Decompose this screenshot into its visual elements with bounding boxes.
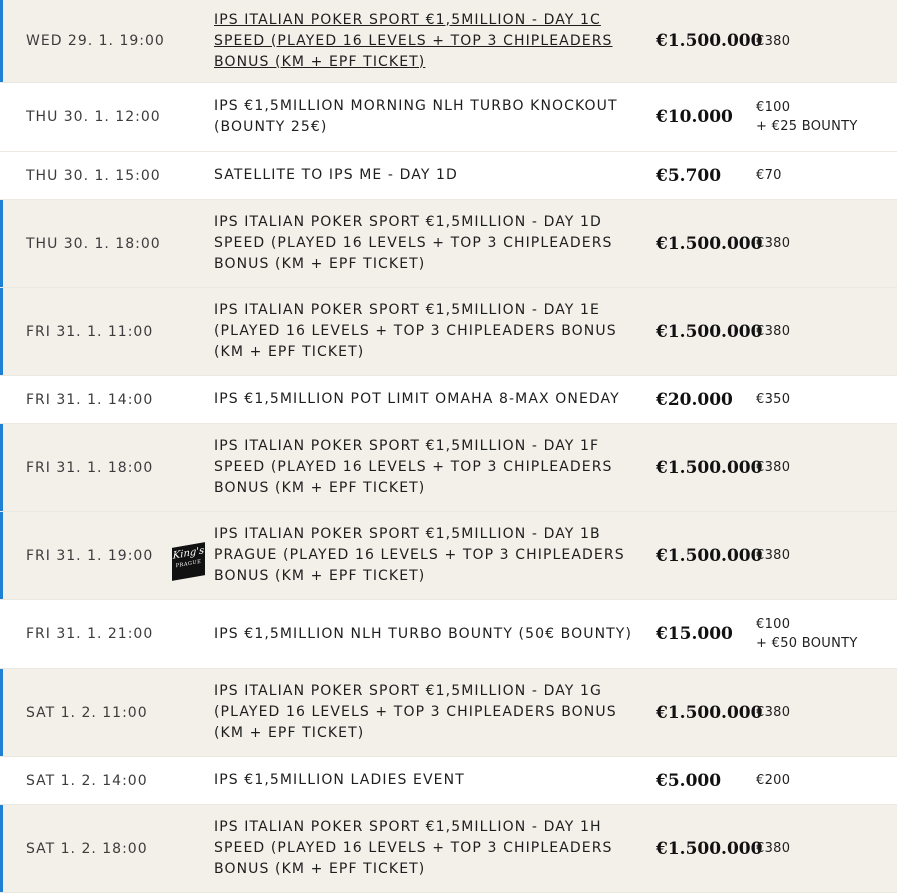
buy-in-amount: €380 — [756, 548, 791, 563]
event-date: FRI 31. 1. 14:00 — [26, 391, 154, 408]
table-row[interactable] — [0, 376, 897, 424]
table-row[interactable] — [0, 200, 897, 288]
event-date: FRI 31. 1. 11:00 — [26, 323, 154, 340]
table-row[interactable] — [0, 0, 897, 83]
venue-logo-slot — [168, 424, 214, 512]
table-row[interactable] — [0, 669, 897, 757]
table-row[interactable] — [0, 805, 897, 893]
event-name[interactable]: IPS €1,5MILLION NLH TURBO BOUNTY (50€ BOUNTY) — [214, 625, 633, 642]
buy-in-amount: €380 — [756, 705, 791, 720]
prize-pool: €1.500.000 — [656, 457, 763, 478]
event-date: THU 30. 1. 18:00 — [26, 235, 161, 252]
event-name[interactable]: IPS ITALIAN POKER SPORT €1,5MILLION - DAY 1E (PLAYED 16 LEVELS + TOP 3 CHIPLEADERS BONUS (KM + EPF TICKET) — [214, 302, 617, 360]
buy-in — [756, 839, 897, 858]
table-row[interactable] — [0, 152, 897, 200]
buy-in-amount: €200 — [756, 773, 791, 788]
event-name[interactable]: SATELLITE TO IPS ME - DAY 1D — [214, 167, 458, 183]
venue-logo-slot — [168, 512, 214, 600]
prize-pool: €1.500.000 — [656, 233, 763, 254]
buy-in-amount: €380 — [756, 33, 791, 49]
event-name[interactable]: IPS €1,5MILLION LADIES EVENT — [214, 772, 465, 788]
buy-in — [756, 458, 897, 477]
event-name[interactable]: IPS ITALIAN POKER SPORT €1,5MILLION - DAY 1D SPEED (PLAYED 16 LEVELS + TOP 3 CHIPLEADERS BONUS (KM + EPF TICKET) — [214, 214, 613, 272]
buy-in-amount: €380 — [756, 460, 791, 475]
buy-in — [756, 615, 897, 653]
bounty-amount: + €25 BOUNTY — [756, 119, 858, 134]
venue-logo-slot — [168, 805, 214, 893]
prize-pool: €1.500.000 — [656, 702, 763, 723]
buy-in — [756, 98, 897, 136]
event-name[interactable]: IPS ITALIAN POKER SPORT €1,5MILLION - DAY 1F SPEED (PLAYED 16 LEVELS + TOP 3 CHIPLEADERS BONUS (KM + EPF TICKET) — [214, 438, 613, 496]
buy-in-amount: €380 — [756, 236, 791, 251]
prize-pool: €5.700 — [656, 165, 722, 186]
venue-logo-slot — [168, 200, 214, 288]
buy-in-amount: €70 — [756, 168, 782, 183]
venue-logo-slot — [168, 590, 214, 678]
logo-text: King's — [172, 544, 205, 562]
prize-pool: €20.000 — [656, 389, 733, 410]
bounty-amount: + €50 BOUNTY — [756, 636, 858, 651]
prize-pool: €1.500.000 — [656, 838, 763, 859]
buy-in-amount: €350 — [756, 392, 791, 407]
buy-in — [756, 771, 897, 790]
buy-in — [756, 166, 897, 185]
event-date: WED 29. 1. 19:00 — [26, 33, 165, 49]
event-name[interactable]: IPS ITALIAN POKER SPORT €1,5MILLION - DAY 1B PRAGUE (PLAYED 16 LEVELS + TOP 3 CHIPLEADERS BONUS (KM + EPF TICKET) — [214, 526, 625, 584]
table-row[interactable] — [0, 83, 897, 152]
event-date: FRI 31. 1. 21:00 — [26, 626, 154, 642]
table-row[interactable] — [0, 757, 897, 805]
event-date: FRI 31. 1. 19:00 — [26, 547, 154, 564]
event-date: THU 30. 1. 15:00 — [26, 167, 161, 184]
prize-pool: €1.500.000 — [656, 545, 763, 566]
buy-in — [756, 234, 897, 253]
table-row[interactable] — [0, 600, 897, 669]
buy-in-amount: €100 — [756, 617, 791, 632]
table-row[interactable] — [0, 288, 897, 376]
buy-in-amount: €380 — [756, 841, 791, 856]
buy-in — [756, 32, 897, 51]
buy-in — [756, 703, 897, 722]
prize-pool: €15.000 — [656, 624, 733, 644]
event-name[interactable]: IPS ITALIAN POKER SPORT €1,5MILLION - DAY 1H SPEED (PLAYED 16 LEVELS + TOP 3 CHIPLEADERS BONUS (KM + EPF TICKET) — [214, 819, 613, 877]
event-date: THU 30. 1. 12:00 — [26, 109, 161, 125]
buy-in-amount: €100 — [756, 100, 791, 115]
prize-pool: €5.000 — [656, 770, 722, 791]
event-name[interactable]: IPS €1,5MILLION MORNING NLH TURBO KNOCKOUT (BOUNTY 25€) — [214, 98, 618, 135]
event-date: SAT 1. 2. 18:00 — [26, 840, 148, 857]
event-date: SAT 1. 2. 11:00 — [26, 704, 148, 721]
event-name[interactable]: IPS ITALIAN POKER SPORT €1,5MILLION - DAY 1G (PLAYED 16 LEVELS + TOP 3 CHIPLEADERS BONUS (KM + EPF TICKET) — [214, 683, 617, 741]
event-date: FRI 31. 1. 18:00 — [26, 459, 154, 476]
event-name-link[interactable]: IPS ITALIAN POKER SPORT €1,5MILLION - DAY 1C SPEED (PLAYED 16 LEVELS + TOP 3 CHIPLEADERS BONUS (KM + EPF TICKET) — [214, 11, 613, 70]
event-name[interactable]: IPS €1,5MILLION POT LIMIT OMAHA 8-MAX ONEDAY — [214, 391, 620, 407]
table-row[interactable] — [0, 512, 897, 600]
buy-in — [756, 546, 897, 565]
buy-in-amount: €380 — [756, 324, 791, 339]
prize-pool: €10.000 — [656, 107, 733, 127]
logo-subtext: PRAGUE — [175, 558, 202, 569]
prize-pool: €1.500.000 — [656, 321, 763, 342]
prize-pool: €1.500.000 — [656, 31, 763, 51]
table-row[interactable] — [0, 424, 897, 512]
buy-in — [756, 322, 897, 341]
buy-in — [756, 390, 897, 409]
event-date: SAT 1. 2. 14:00 — [26, 772, 148, 789]
kings-prague-logo-icon — [172, 542, 205, 581]
